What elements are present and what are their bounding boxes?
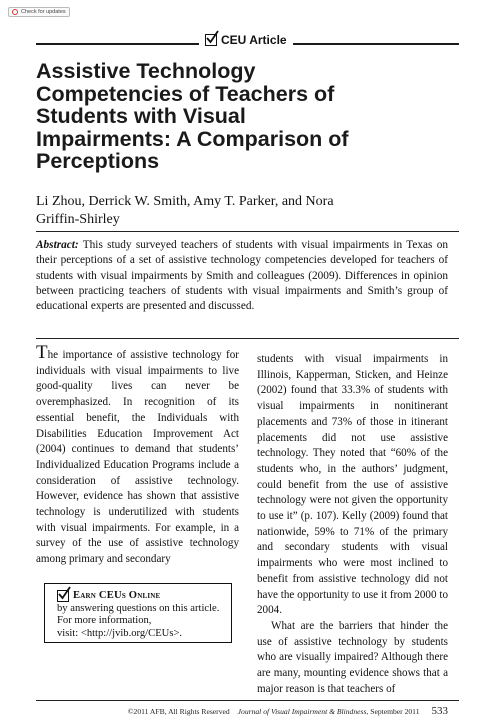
body-paragraph: students with visual impairments in Illinois, Kapperman, Sticken, and Heinze (2002) found that 33.3% of students with visual impairments in nonitinerant placements and 73% of those in itinerant placements did not use assistive technology. They noted that “60% of the students who, in the authors’ judgment, could benefit from the use of assistive technology were not given the opportunity to use it” (p. 107). Kelly (2009) found that nationwide, 59% to 71% of the primary and secondary students with visual impairments who were most inclined to benefit from assistive technology did not have the opportunity to use it from 2000 to 2004. (257, 353, 448, 617)
footer-journal: Journal of Visual Impairment & Blindness, (237, 707, 369, 716)
footer-date: September 2011 (370, 707, 420, 716)
footer-rule (36, 700, 459, 701)
intro-paragraph (36, 342, 239, 568)
page-footer (90, 705, 448, 717)
abstract-top-rule (36, 231, 459, 232)
abstract (36, 238, 448, 314)
ceu-box-link[interactable]: visit: <http://jvib.org/CEUs>. (57, 627, 183, 639)
article-title: Assistive Technology Competencies of Teachers of Students with Visual Impairments: A Comparison of Perceptions (36, 59, 349, 173)
page-number: 533 (431, 705, 448, 717)
body-column-right (257, 352, 448, 697)
check-for-updates-badge[interactable] (8, 7, 70, 17)
intro-text: he importance of assistive technology for individuals with visual impairments to live good-quality lives can never be overemphasized. In recognition of its essential benefit, the Individuals with Disabilities Education Improvement Act (2004) continues to demand that students’ Individualized Education Programs include a consideration of assistive technology. However, evidence has shown that assistive technology is underutilized with students with visual impairments. For example, in a survey of the use of assistive technology among primary and secondary (36, 349, 239, 566)
update-icon (12, 9, 18, 15)
checkmark-icon (57, 590, 69, 602)
drop-cap: T (36, 342, 48, 363)
ceu-box-line: For more information, (57, 615, 152, 627)
abstract-bottom-rule (36, 338, 459, 339)
earn-ceus-box (44, 583, 232, 643)
authors: Li Zhou, Derrick W. Smith, Amy T. Parker, and Nora Griffin-Shirley (36, 194, 334, 227)
body-column-left (36, 342, 239, 568)
ceu-box-line: by answering questions on this article. (57, 602, 220, 614)
body-paragraph: What are the barriers that hinder the use of assistive technology by students who are visually impaired? Although there are many, mounting evidence shows that a major reason is that teachers of (257, 619, 448, 695)
badge-label: Check for updates (21, 9, 66, 15)
checkmark-icon (205, 34, 217, 46)
abstract-label: Abstract: (36, 239, 79, 251)
ceu-box-title: Earn CEUs Online (73, 590, 161, 601)
section-label: CEU Article (221, 33, 287, 47)
abstract-text: This study surveyed teachers of students with visual impairments in Texas on their perceptions of a set of assistive technology competencies developed for teachers of students with visual impairments by Smith and colleagues (2009). Differences in opinion between practicing teachers of students with visual impairments and Smith’s group of educational experts are presented and discussed. (36, 239, 448, 313)
ceu-box-heading (57, 590, 223, 603)
footer-copyright: ©2011 AFB, All Rights Reserved (127, 707, 230, 716)
section-header (199, 33, 293, 47)
